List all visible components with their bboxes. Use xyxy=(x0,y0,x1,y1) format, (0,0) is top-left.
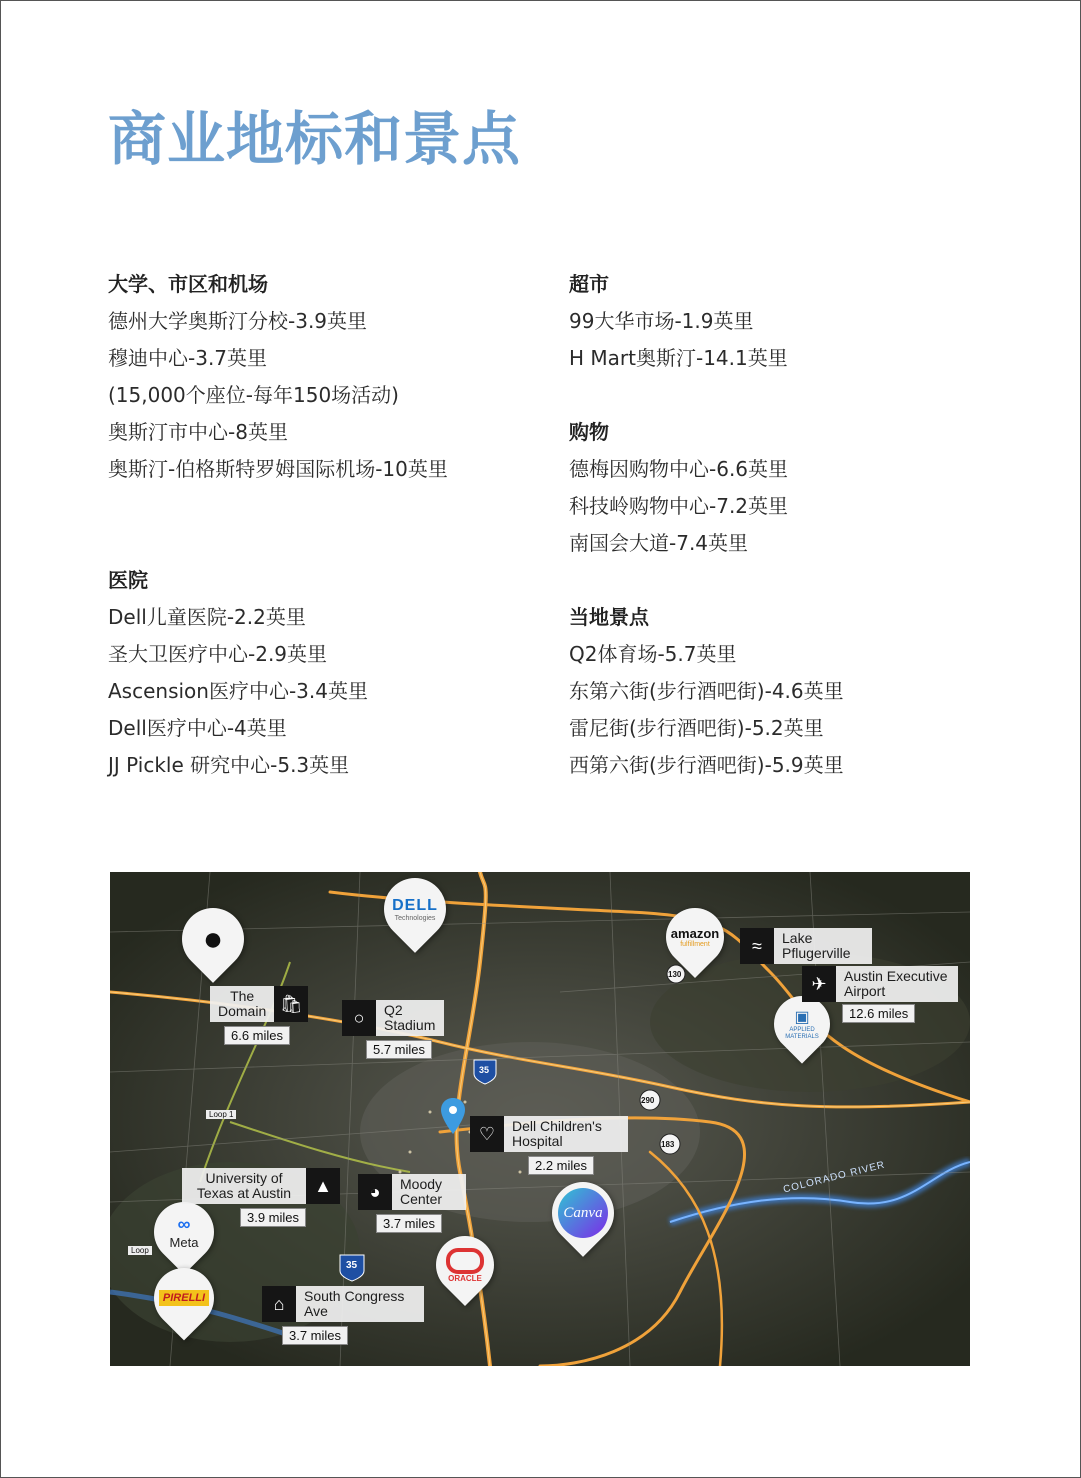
card-distance: 3.7 miles xyxy=(282,1326,348,1345)
card-title: The Domain xyxy=(210,986,274,1022)
list-item: 西第六街(步行酒吧街)-5.9英里 xyxy=(569,753,844,777)
section-heading: 当地景点 xyxy=(569,605,649,629)
airplane-icon: ✈ xyxy=(802,966,836,1002)
road-label: Loop xyxy=(128,1246,152,1255)
canva-pin xyxy=(539,1169,627,1257)
amazon-pin xyxy=(654,896,736,978)
card-title: Moody Center xyxy=(392,1174,466,1210)
section-shopping xyxy=(569,414,999,562)
card-q2-stadium xyxy=(342,1000,444,1057)
road-label: 290 xyxy=(641,1096,655,1105)
list-item: JJ Pickle 研究中心-5.3英里 xyxy=(108,753,350,777)
dell-logo: DELL xyxy=(392,896,438,914)
list-item: 穆迪中心-3.7英里 xyxy=(108,346,268,370)
list-item: 奥斯汀-伯格斯特罗姆国际机场-10英里 xyxy=(108,457,448,481)
card-distance: 6.6 miles xyxy=(224,1026,290,1045)
card-title: Lake Pflugerville xyxy=(774,928,872,964)
card-south-congress xyxy=(262,1286,424,1343)
list-item: 奥斯汀市中心-8英里 xyxy=(108,420,288,444)
list-item: Dell儿童医院-2.2英里 xyxy=(108,605,306,629)
card-moody-center xyxy=(358,1174,466,1231)
list-item: 德州大学奥斯汀分校-3.9英里 xyxy=(108,309,368,333)
list-item: 99大华市场-1.9英里 xyxy=(569,309,754,333)
amazon-logo-sub: fulfillment xyxy=(680,941,710,948)
meta-infinity-icon: ∞ xyxy=(177,1214,191,1234)
card-title: South Congress Ave xyxy=(296,1286,424,1322)
pirelli-logo: PIRELLI xyxy=(159,1290,209,1306)
apple-logo-icon: ● xyxy=(202,919,224,958)
road-label: 35 xyxy=(479,1065,490,1075)
card-distance: 2.2 miles xyxy=(528,1156,594,1175)
list-item: 科技岭购物中心-7.2英里 xyxy=(569,494,789,518)
dell-logo-sub: Technologies xyxy=(394,914,436,922)
oracle-logo: ORACLE xyxy=(448,1273,482,1283)
road-label: 35 xyxy=(346,1260,358,1271)
meta-logo: Meta xyxy=(169,1235,199,1250)
football-icon: ○ xyxy=(342,1000,376,1036)
road-label: Loop 1 xyxy=(206,1110,236,1119)
graduation-cap-icon: ▲ xyxy=(306,1168,340,1204)
card-distance: 12.6 miles xyxy=(842,1004,915,1023)
section-heading: 大学、市区和机场 xyxy=(108,272,268,296)
section-hospitals xyxy=(108,562,538,784)
road-label: 183 xyxy=(661,1140,675,1149)
road-label: 130 xyxy=(668,970,682,979)
card-title: Q2 Stadium xyxy=(376,1000,444,1036)
card-dell-childrens-hospital xyxy=(470,1116,628,1173)
card-distance: 3.9 miles xyxy=(240,1208,306,1227)
card-title: Dell Children's Hospital xyxy=(504,1116,628,1152)
landmark-map xyxy=(110,872,970,1366)
list-item: (15,000个座位-每年150场活动) xyxy=(108,383,399,407)
section-heading: 医院 xyxy=(108,568,148,592)
lake-icon: ≈ xyxy=(740,928,774,964)
applied-materials-icon: ▣ xyxy=(794,1009,810,1026)
card-lake-pflugerville xyxy=(740,928,872,964)
card-the-domain xyxy=(210,986,308,1043)
card-distance: 3.7 miles xyxy=(376,1214,442,1233)
card-title: University of Texas at Austin xyxy=(182,1168,306,1204)
right-column xyxy=(569,266,999,784)
list-item: 雷尼街(步行酒吧街)-5.2英里 xyxy=(569,716,824,740)
canva-logo: Canva xyxy=(558,1188,608,1238)
apple-pin xyxy=(169,895,257,983)
section-heading: 购物 xyxy=(569,420,609,444)
pirelli-pin xyxy=(142,1256,227,1341)
page-title: 商业地标和景点 xyxy=(108,105,522,173)
list-item: Dell医疗中心-4英里 xyxy=(108,716,287,740)
capitol-icon: ⌂ xyxy=(262,1286,296,1322)
card-ut-austin xyxy=(182,1168,340,1225)
applied-materials-logo: APPLIED MATERIALS xyxy=(785,1027,819,1040)
card-title: Austin Executive Airport xyxy=(836,966,958,1002)
shopping-bag-icon: 🛍 xyxy=(274,986,308,1022)
arena-icon: ◕ xyxy=(358,1174,392,1210)
list-item: 圣大卫医疗中心-2.9英里 xyxy=(108,642,328,666)
oracle-pin xyxy=(424,1224,506,1306)
list-item: 德梅因购物中心-6.6英里 xyxy=(569,457,789,481)
list-item: H Mart奥斯汀-14.1英里 xyxy=(569,346,788,370)
amazon-logo: amazon xyxy=(670,926,720,941)
section-supermarkets xyxy=(569,266,999,377)
list-item: 南国会大道-7.4英里 xyxy=(569,531,749,555)
list-item: Q2体育场-5.7英里 xyxy=(569,642,737,666)
card-distance: 5.7 miles xyxy=(366,1040,432,1059)
oracle-ring-icon xyxy=(446,1248,484,1274)
section-heading: 超市 xyxy=(569,272,609,296)
section-attractions xyxy=(569,599,999,784)
card-austin-executive-airport xyxy=(802,966,958,1021)
river-label: COLORADO RIVER xyxy=(782,1159,887,1196)
heart-pulse-icon: ♡ xyxy=(470,1116,504,1152)
left-column xyxy=(108,266,538,784)
list-item: 东第六街(步行酒吧街)-4.6英里 xyxy=(569,679,844,703)
section-university xyxy=(108,266,538,488)
list-item: Ascension医疗中心-3.4英里 xyxy=(108,679,368,703)
